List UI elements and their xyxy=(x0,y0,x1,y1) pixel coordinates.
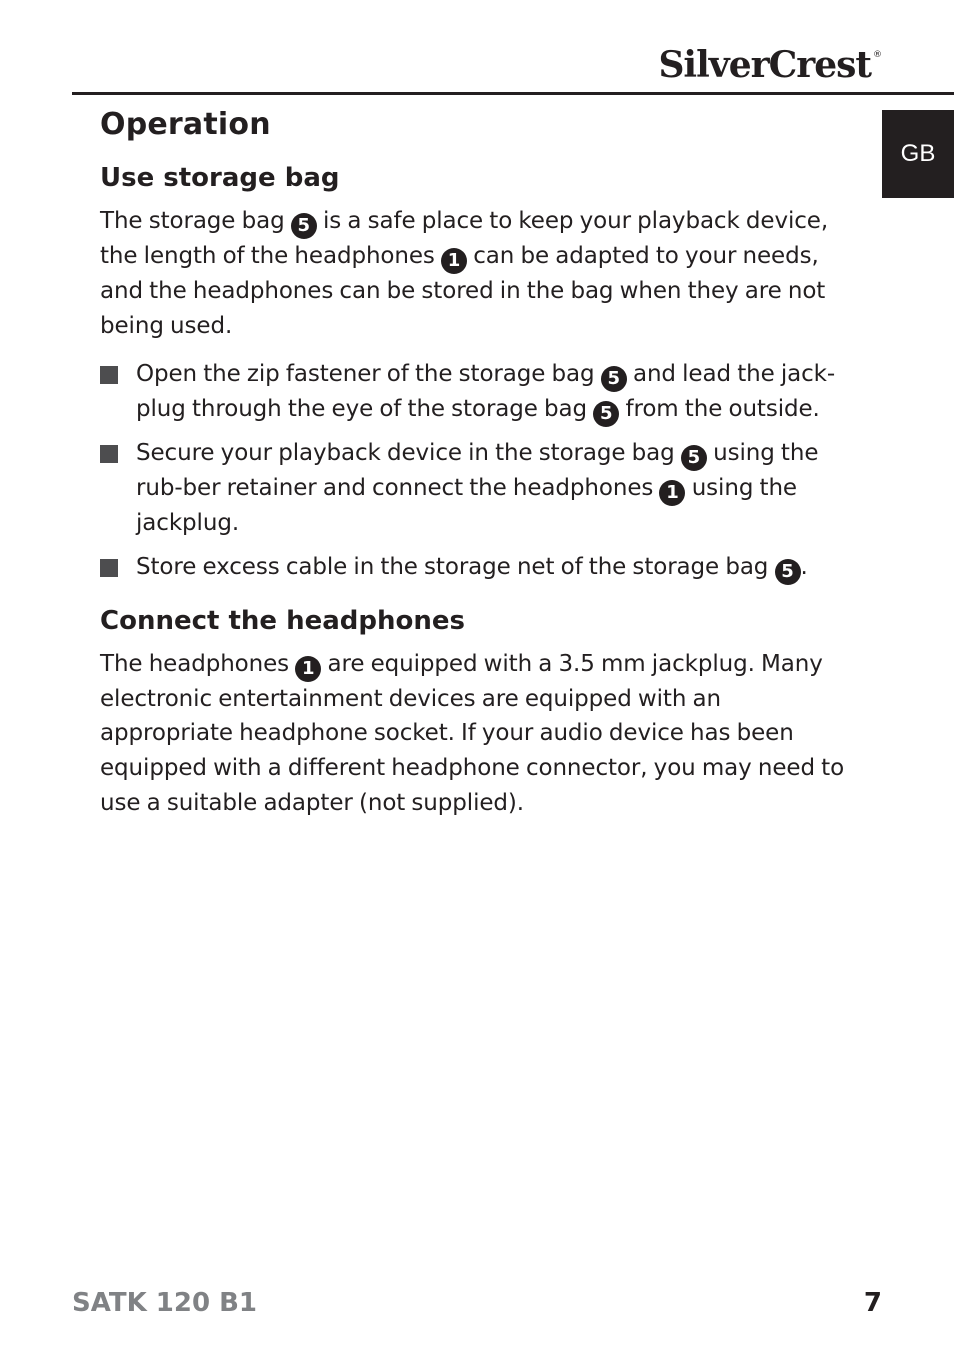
language-tab: GB xyxy=(882,110,954,198)
brand-name: SilverCrest xyxy=(658,44,871,86)
step-item xyxy=(100,550,860,585)
part-number-badge: 5 xyxy=(291,213,317,239)
connect-body: The headphones 1 are equipped with a 3.5 mm jackplug. Many electronic entertainment devices are equipped with an appropriate headphone socket. If your audio device has been equipped with a different headphone connector, you may need to use a suitable adapter (not supplied). xyxy=(100,650,845,816)
step-text: Secure your playback device in the storage bag 5 using the rub-ber retainer and connect the headphones 1 using the jackplug. xyxy=(136,440,819,537)
part-number-badge: 5 xyxy=(681,445,707,471)
part-number-badge: 5 xyxy=(775,559,801,585)
part-number-badge: 1 xyxy=(295,656,321,682)
brand-logo xyxy=(658,44,882,86)
storage-intro: The storage bag 5 is a safe place to keep your playback device, the length of the headphones 1 can be adapted to your needs, and the headphones can be stored in the bag when they are not being used. xyxy=(100,208,829,339)
bullet-icon xyxy=(100,366,118,384)
bullet-icon xyxy=(100,445,118,463)
part-number-badge: 5 xyxy=(601,366,627,392)
trademark-mark: ® xyxy=(873,50,882,60)
step-text: Open the zip fastener of the storage bag 5 and lead the jack-plug through the eye of the storage bag 5 from the outside. xyxy=(136,361,835,422)
page-number: 7 xyxy=(863,1288,882,1318)
part-number-badge: 5 xyxy=(593,401,619,427)
step-item xyxy=(100,357,860,427)
step-text: Store excess cable in the storage net of the storage bag 5 . xyxy=(136,554,808,580)
bullet-icon xyxy=(100,559,118,577)
storage-heading: Use storage bag xyxy=(100,163,340,193)
page-content xyxy=(100,104,860,820)
part-number-badge: 1 xyxy=(441,248,467,274)
footer-model: SATK 120 B1 xyxy=(72,1288,257,1318)
step-item xyxy=(100,436,860,541)
part-number-badge: 1 xyxy=(659,480,685,506)
storage-steps xyxy=(100,357,860,585)
section-title: Operation xyxy=(100,107,271,142)
header-rule xyxy=(72,92,954,95)
connect-heading: Connect the headphones xyxy=(100,605,466,636)
